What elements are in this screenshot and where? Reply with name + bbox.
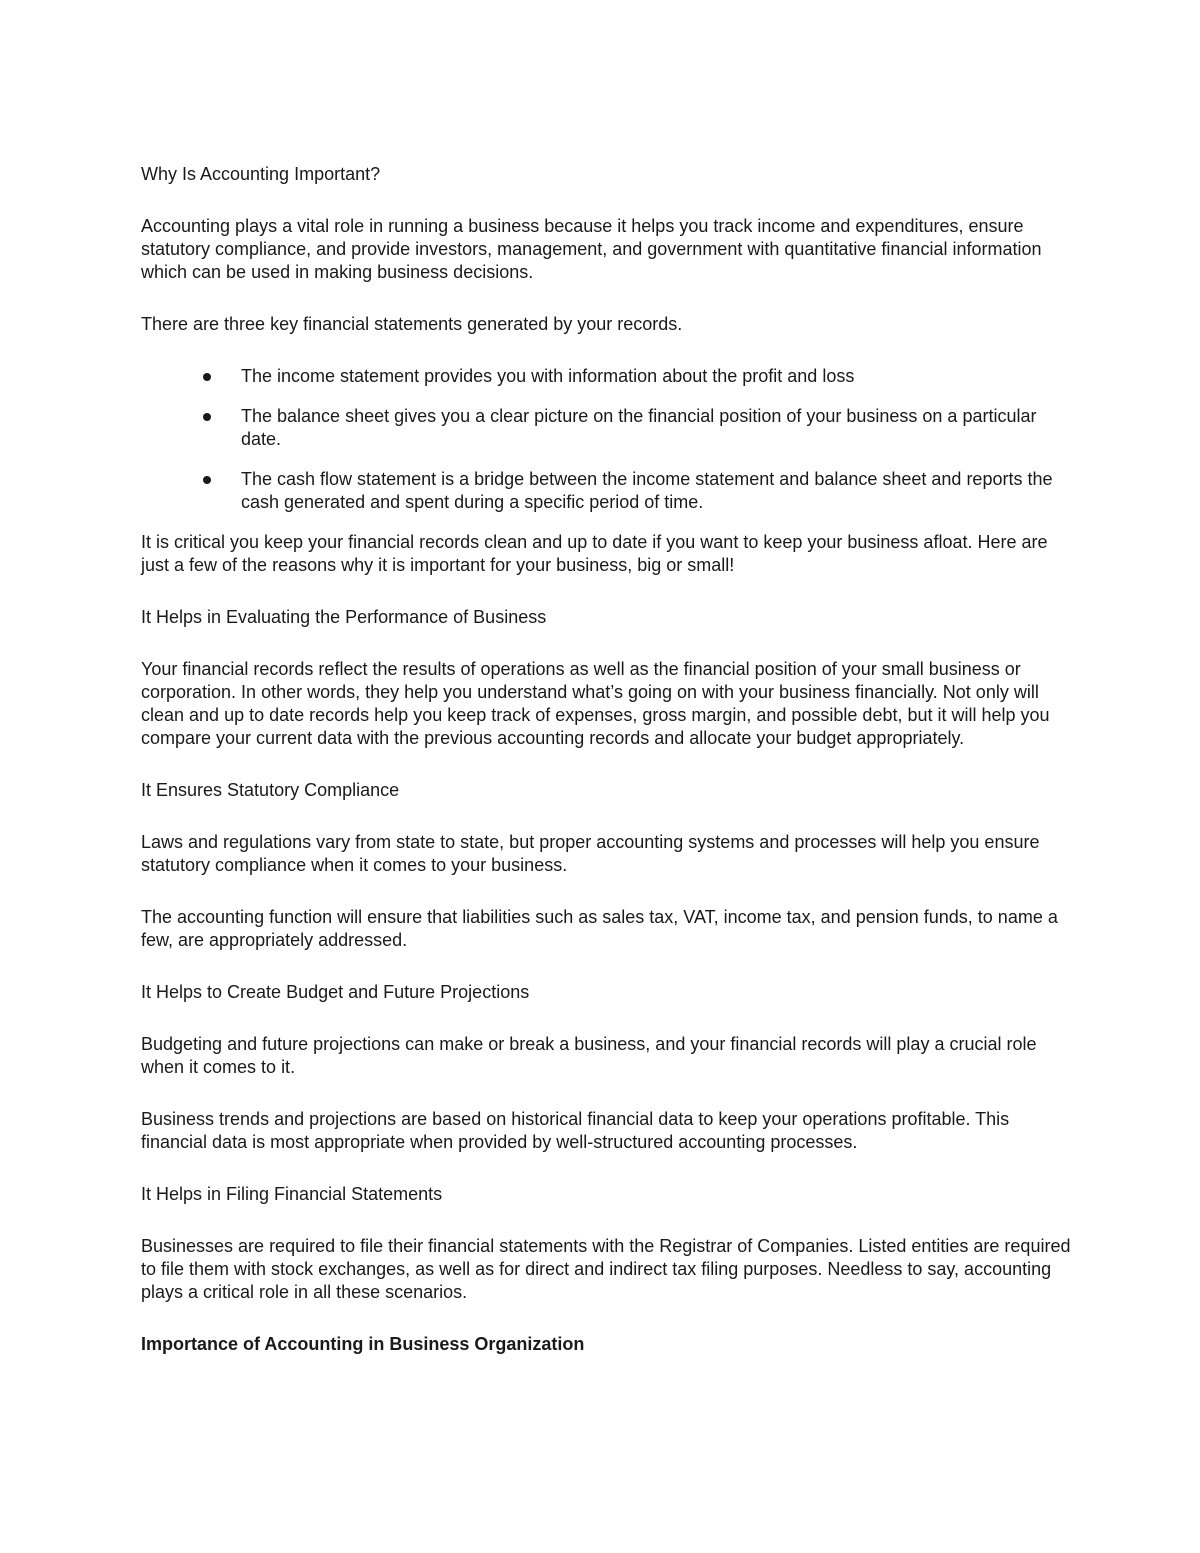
section-paragraph: The accounting function will ensure that liabilities such as sales tax, VAT, income tax, and pension funds, to name a few, are appropriately addressed. xyxy=(141,907,1058,950)
critical-paragraph: It is critical you keep your financial records clean and up to date if you want to keep your business afloat. Here are just a few of the reasons why it is important for your business, big or small! xyxy=(141,532,1048,575)
section-heading-performance: It Helps in Evaluating the Performance of Business xyxy=(141,607,547,627)
intro-paragraph: Accounting plays a vital role in running a business because it helps you track income and expenditures, ensure statutory compliance, and provide investors, management, and government with quantitative financial information which can be used in making business decisions. xyxy=(141,216,1042,282)
bullet-icon xyxy=(203,476,211,484)
statements-lead: There are three key financial statements generated by your records. xyxy=(141,314,683,334)
section-heading-filing: It Helps in Filing Financial Statements xyxy=(141,1184,443,1204)
section-paragraph: Business trends and projections are based on historical financial data to keep your operations profitable. This financial data is most appropriate when provided by well-structured accounting processes. xyxy=(141,1109,1010,1152)
list-item xyxy=(141,365,1071,388)
list-item-text: The income statement provides you with information about the profit and loss xyxy=(241,366,855,386)
section-heading-compliance: It Ensures Statutory Compliance xyxy=(141,780,400,800)
list-item xyxy=(141,468,1071,514)
document-body xyxy=(141,163,1071,1385)
closing-heading: Importance of Accounting in Business Organization xyxy=(141,1334,585,1354)
list-item-text: The cash flow statement is a bridge between the income statement and balance sheet and reports the cash generated and spent during a specific period of time. xyxy=(241,469,1053,512)
list-item-text: The balance sheet gives you a clear picture on the financial position of your business on a particular date. xyxy=(241,406,1037,449)
bullet-icon xyxy=(203,413,211,421)
section-heading-budget: It Helps to Create Budget and Future Projections xyxy=(141,982,530,1002)
section-paragraph: Your financial records reflect the results of operations as well as the financial position of your small business or corporation. In other words, they help you understand what’s going on with your business financially. Not only will clean and up to date records help you keep track of expenses, gross margin, and possible debt, but it will help you compare your current data with the previous accounting records and allocate your budget appropriately. xyxy=(141,659,1050,748)
section-paragraph: Laws and regulations vary from state to state, but proper accounting systems and processes will help you ensure statutory compliance when it comes to your business. xyxy=(141,832,1040,875)
statements-list xyxy=(141,365,1071,514)
list-item xyxy=(141,405,1071,451)
section-paragraph: Budgeting and future projections can make or break a business, and your financial records will play a crucial role when it comes to it. xyxy=(141,1034,1037,1077)
document-title: Why Is Accounting Important? xyxy=(141,164,381,184)
section-paragraph: Businesses are required to file their financial statements with the Registrar of Companies. Listed entities are required to file them with stock exchanges, as well as for direct and indirect tax filing purposes. Needless to say, accounting plays a critical role in all these scenarios. xyxy=(141,1236,1071,1302)
bullet-icon xyxy=(203,373,211,381)
